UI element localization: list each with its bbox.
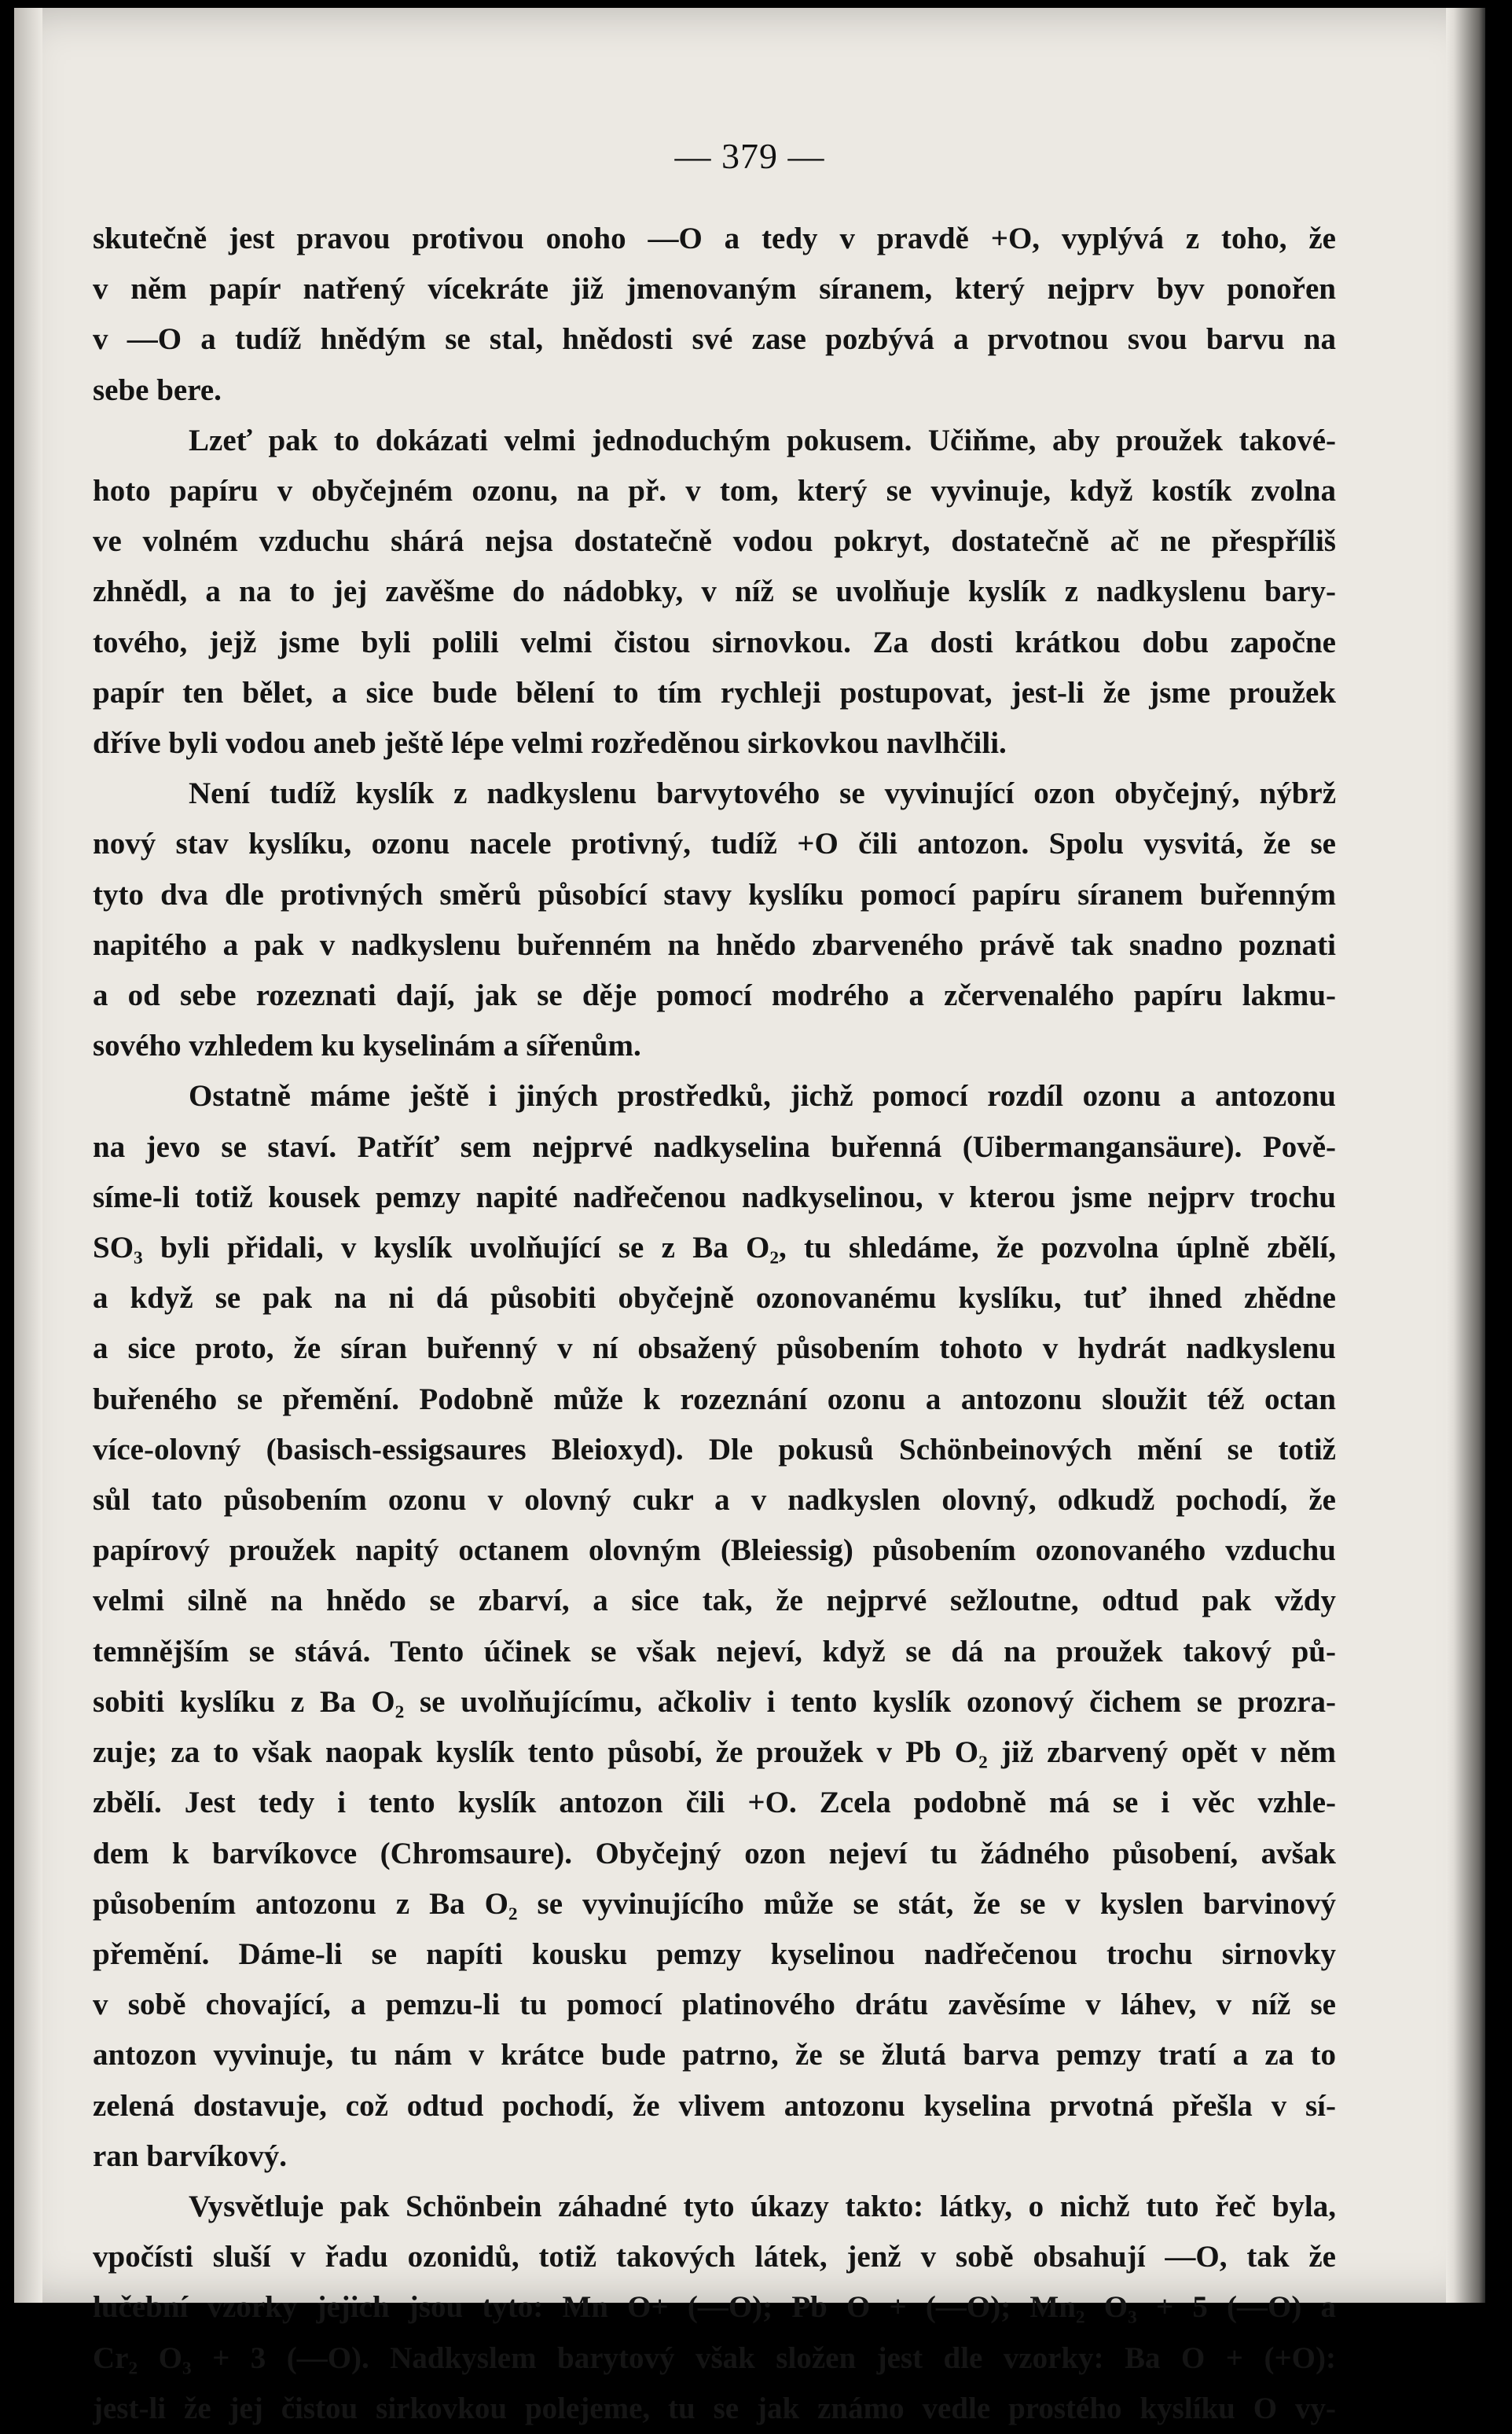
text-line: nový stav kyslíku, ozonu nacele protivný, tudíž +O čili antozon. Spolu vysvitá, že se — [93, 827, 1336, 861]
text-line: Ostatně máme ještě i jiných prostředků, jichž pomocí rozdíl ozonu a antozonu — [189, 1079, 1336, 1114]
text-line: lučební vzorky jejich jsou tyto: Mn O+ (—O); Pb O + (—O); Mn₂ O₃ + 5 (—O) a — [93, 2290, 1336, 2325]
scanned-page — [14, 8, 1485, 2425]
text-line: síme-li totiž kousek pemzy napité nadřečenou nadkyselinou, v kterou jsme nejprv trochu — [93, 1180, 1336, 1214]
text-line: v něm papír natřený vícekráte již jmenovaným síranem, který nejprv byv ponořen — [93, 272, 1336, 307]
text-line: více-olovný (basisch-essigsaures Bleioxyd). Dle pokusů Schönbeinových mění se totiž — [93, 1432, 1336, 1467]
text-line: sobiti kyslíku z Ba O₂ se uvolňujícímu, ačkoliv i tento kyslík ozonový čichem se prozra- — [93, 1684, 1336, 1719]
text-line: v —O a tudíž hnědým se stal, hnědosti své zase pozbývá a prvotnou svou barvu na — [93, 322, 1336, 357]
text-line: ran barvíkový. — [93, 2138, 288, 2173]
page-number: — 379 — — [674, 136, 825, 176]
text-line: Vysvětluje pak Schönbein záhadné tyto úkazy takto: látky, o nichž tuto řeč byla, — [189, 2189, 1336, 2223]
text-line: zuje; za to však naopak kyslík tento působí, že proužek v Pb O₂ již zbarvený opět v něm — [93, 1735, 1336, 1770]
text-line: zhnědl, a na to jej zavěšme do nádobky, v níž se uvolňuje kyslík z nadkyslenu bary- — [93, 575, 1336, 609]
text-line: antozon vyvinuje, tu nám v krátce bude patrno, že se žlutá barva pemzy tratí a za to — [93, 2038, 1336, 2072]
text-line: dříve byli vodou aneb ještě lépe velmi rozředěnou sirkovkou navlhčili. — [93, 726, 1007, 761]
text-line: temnějším se stává. Tento účinek se však nejeví, když se dá na proužek takový pů- — [93, 1634, 1336, 1669]
text-line: sůl tato působením ozonu v olovný cukr a v nadkyslen olovný, odkudž pochodí, že — [93, 1483, 1336, 1518]
text-line: SO₃ byli přidali, v kyslík uvolňující se z Ba O₂, tu shledáme, že pozvolna úplně zbělí, — [93, 1231, 1336, 1265]
text-line: a když se pak na ni dá působiti obyčejně ozonovanému kyslíku, tuť ihned zhědne — [93, 1281, 1336, 1316]
text-line: tyto dva dle protivných směrů působící stavy kyslíku pomocí papíru síranem buřenným — [93, 877, 1336, 912]
text-line: zbělí. Jest tedy i tento kyslík antozon čili +O. Zcela podobně má se i věc vzhle- — [93, 1786, 1336, 1820]
text-line: papír ten bělet, a sice bude bělení to tím rychleji postupovat, jest-li že jsme proužek — [93, 675, 1336, 710]
text-line: přemění. Dáme-li se napíti kousku pemzy kyselinou nadřečenou trochu sirnovky — [93, 1937, 1336, 1971]
page-left-shadow — [14, 8, 42, 2303]
text-line: v sobě chovající, a pemzu-li tu pomocí platinového drátu zavěsíme v láhev, v níž se — [93, 1988, 1336, 2022]
text-line: buřeného se přemění. Podobně může k rozeznání ozonu a antozonu sloužit též octan — [93, 1382, 1336, 1416]
text-line: působením antozonu z Ba O₂ se vyvinujícího může se stát, že se v kyslen barvinový — [93, 1886, 1336, 1921]
text-line: na jevo se staví. Patříť sem nejprvé nadkyselina buřenná (Uibermangansäure). Pově- — [93, 1129, 1336, 1164]
text-line: vpočísti sluší v řadu ozonidů, totiž takových látek, jenž v sobě obsahují —O, tak že — [93, 2240, 1336, 2274]
text-line: dem k barvíkovce (Chromsaure). Obyčejný ozon nejeví tu žádného působení, avšak — [93, 1836, 1336, 1870]
text-line: ve volném vzduchu shárá nejsa dostatečně vodou pokryt, dostatečně ač ne přespříliš — [93, 524, 1336, 559]
text-line: tového, jejž jsme byli polili velmi čistou sirnovkou. Za dosti krátkou dobu započne — [93, 625, 1336, 659]
text-line: velmi silně na hnědo se zbarví, a sice tak, že nejprvé sežloutne, odtud pak vždy — [93, 1584, 1336, 1618]
text-line: sového vzhledem ku kyselinám a sířenům. — [93, 1029, 641, 1063]
text-line: sebe bere. — [93, 373, 222, 407]
text-line: Není tudíž kyslík z nadkyslenu barvytového se vyvinující ozon obyčejný, nýbrž — [189, 776, 1336, 811]
text-line: zelená dostavuje, což odtud pochodí, že vlivem antozonu kyselina prvotná přešla v sí- — [93, 2088, 1336, 2123]
text-line: Lzeť pak to dokázati velmi jednoduchým pokusem. Učiňme, aby proužek takové- — [189, 423, 1336, 457]
body-text — [93, 214, 1336, 2434]
page-right-edge — [1446, 8, 1485, 2303]
text-line: papírový proužek napitý octanem olovným (Bleiessig) působením ozonovaného vzduchu — [93, 1533, 1336, 1568]
text-line: Cr₂ O₃ + 3 (—O). Nadkyslem barytový však složen jest dle vzorky: Ba O + (+O): — [93, 2340, 1336, 2375]
text-line: skutečně jest pravou protivou onoho —O a tedy v pravdě +O, vyplývá z toho, že — [93, 222, 1336, 255]
text-line: a sice proto, že síran buřenný v ní obsažený působením tohoto v hydrát nadkyslenu — [93, 1331, 1336, 1366]
text-line: a od sebe rozeznati dají, jak se děje pomocí modrého a zčervenalého papíru lakmu- — [93, 978, 1336, 1013]
text-line: jest-li že jej čistou sirkovkou polejeme, tu se jak známo vedle prostého kyslíku O vy- — [93, 2391, 1336, 2425]
text-line: hoto papíru v obyčejném ozonu, na př. v tom, který se vyvinuje, když kostík zvolna — [93, 474, 1336, 508]
text-line: napitého a pak v nadkyslenu buřenném na hnědo zbarveného právě tak snadno poznati — [93, 927, 1336, 962]
